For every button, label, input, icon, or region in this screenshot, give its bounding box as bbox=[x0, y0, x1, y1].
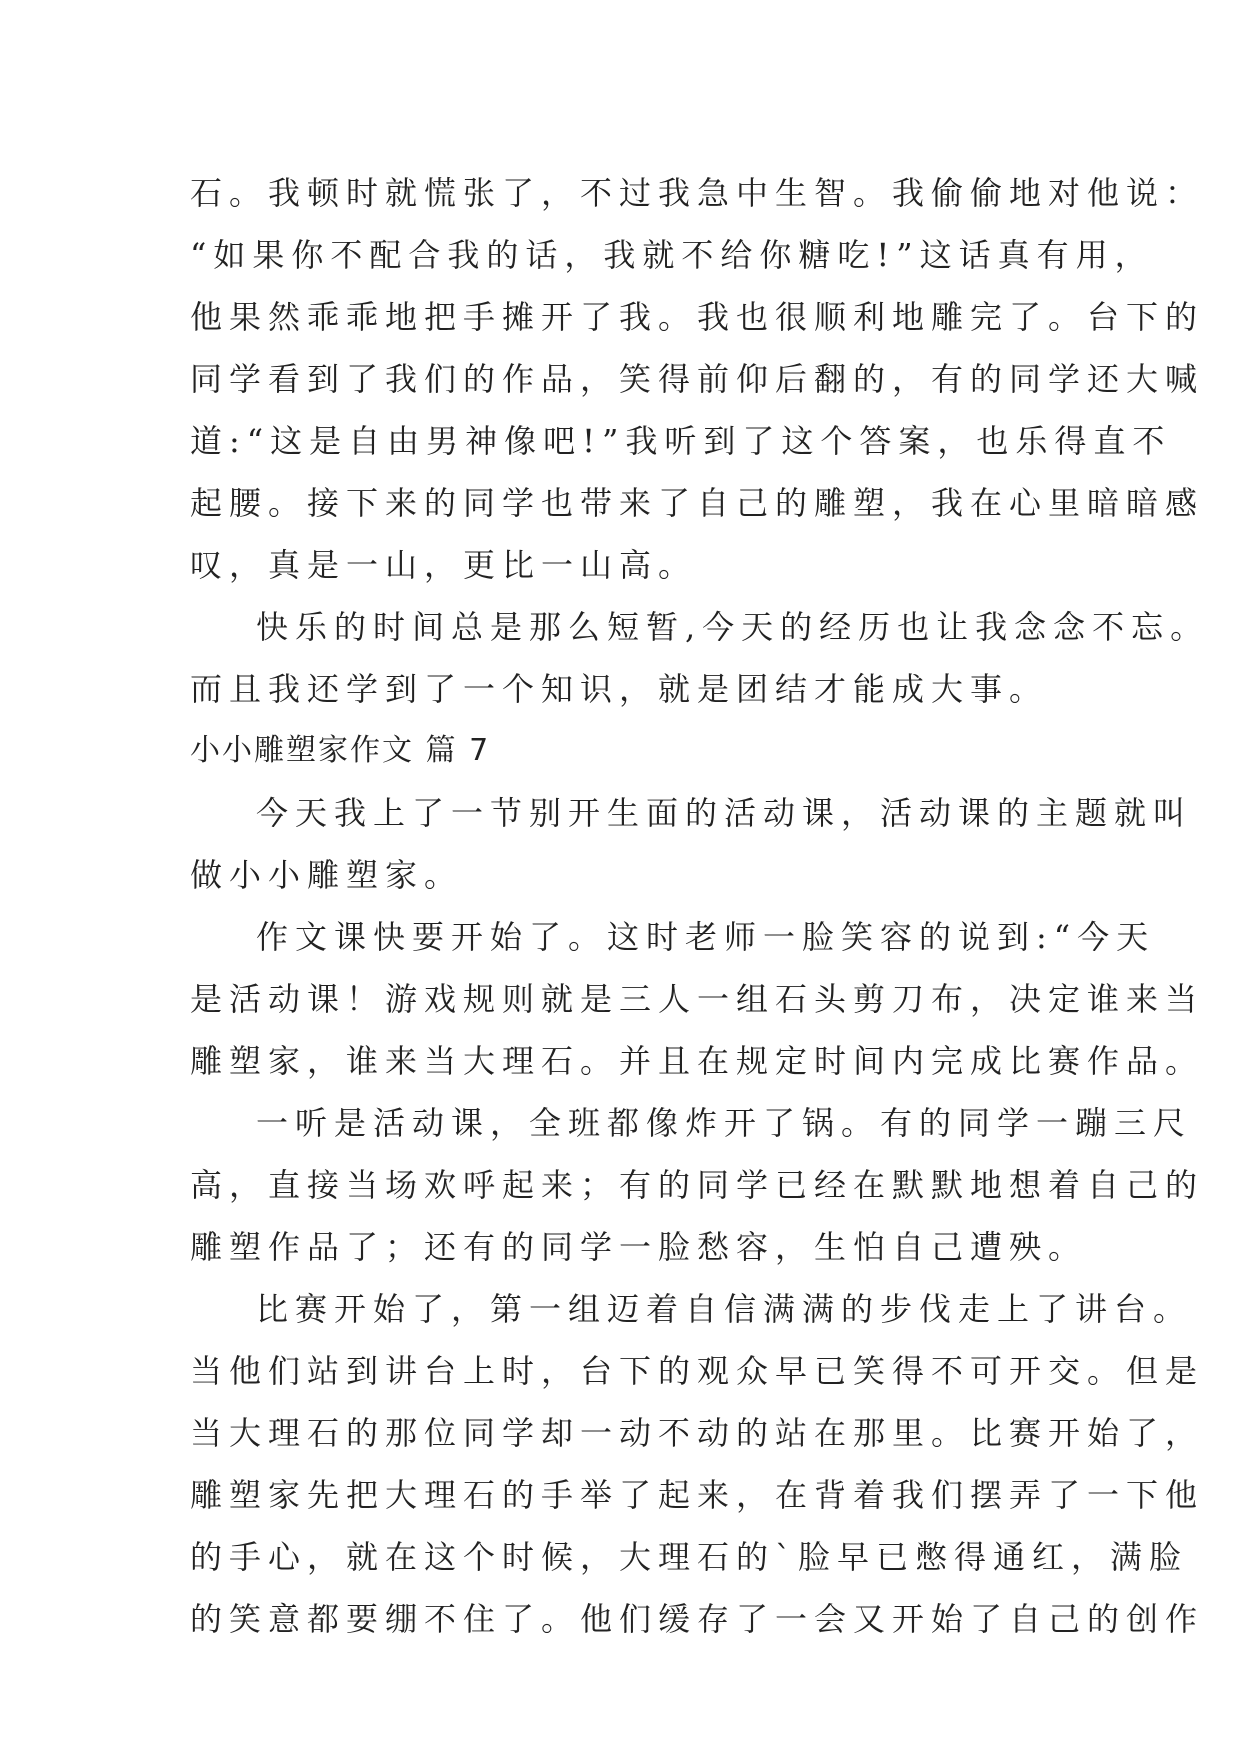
paragraph-line: 一听是活动课，全班都像炸开了锅。有的同学一蹦三尺 bbox=[256, 1104, 1193, 1142]
paragraph-intro bbox=[190, 782, 1193, 906]
paragraph-rules bbox=[190, 906, 1205, 1092]
paragraph-line: “如果你不配合我的话，我就不给你糖吃!”这话真有用， bbox=[190, 236, 1154, 274]
section-heading bbox=[190, 720, 1050, 782]
paragraph-line: 的手心，就在这个时候，大理石的`脸早已憋得通红，满脸 bbox=[190, 1538, 1189, 1576]
paragraph-line: 同学看到了我们的作品，笑得前仰后翻的，有的同学还大喊 bbox=[190, 360, 1205, 398]
paragraph-line: 快乐的时间总是那么短暂,今天的经历也让我念念不忘。 bbox=[256, 608, 1210, 646]
paragraph-line: 当大理石的那位同学却一动不动的站在那里。比赛开始了， bbox=[190, 1414, 1205, 1452]
paragraph-line: 比赛开始了，第一组迈着自信满满的步伐走上了讲台。 bbox=[256, 1290, 1193, 1328]
paragraph-line: 作文课快要开始了。这时老师一脸笑容的说到:“今天 bbox=[256, 918, 1156, 956]
essay-body bbox=[190, 162, 1210, 1650]
paragraph-line: 是活动课！游戏规则就是三人一组石头剪刀布，决定谁来当 bbox=[190, 980, 1205, 1018]
paragraph-line: 的笑意都要绷不住了。他们缓存了一会又开始了自己的创作 bbox=[190, 1600, 1205, 1638]
paragraph-reaction bbox=[190, 1092, 1205, 1278]
paragraph-line: 当他们站到讲台上时，台下的观众早已笑得不可开交。但是 bbox=[190, 1352, 1205, 1390]
paragraph-line: 做小小雕塑家。 bbox=[190, 856, 464, 894]
paragraph-line: 起腰。接下来的同学也带来了自己的雕塑，我在心里暗暗感 bbox=[190, 484, 1205, 522]
paragraph-line: 今天我上了一节别开生面的活动课，活动课的主题就叫 bbox=[256, 794, 1193, 832]
paragraph-line: 叹，真是一山，更比一山高。 bbox=[190, 546, 698, 584]
paragraph-line: 雕塑家，谁来当大理石。并且在规定时间内完成比赛作品。 bbox=[190, 1042, 1205, 1080]
paragraph-line: 雕塑家先把大理石的手举了起来，在背着我们摆弄了一下他 bbox=[190, 1476, 1205, 1514]
paragraph-competition bbox=[190, 1278, 1205, 1650]
paragraph-line: 他果然乖乖地把手摊开了我。我也很顺利地雕完了。台下的 bbox=[190, 298, 1205, 336]
section-heading-text: 小小雕塑家作文 篇 7 bbox=[190, 733, 491, 768]
paragraph-line: 石。我顿时就慌张了，不过我急中生智。我偷偷地对他说： bbox=[190, 174, 1205, 212]
paragraph-line: 而且我还学到了一个知识，就是团结才能成大事。 bbox=[190, 670, 1049, 708]
paragraph-line: 道:“这是自由男神像吧!”我听到了这个答案，也乐得直不 bbox=[190, 422, 1172, 460]
paragraph-line: 雕塑作品了；还有的同学一脸愁容，生怕自己遭殃。 bbox=[190, 1228, 1088, 1266]
paragraph-conclusion bbox=[190, 596, 1210, 720]
paragraph-line: 高，直接当场欢呼起来；有的同学已经在默默地想着自己的 bbox=[190, 1166, 1205, 1204]
paragraph-continued bbox=[190, 162, 1205, 596]
